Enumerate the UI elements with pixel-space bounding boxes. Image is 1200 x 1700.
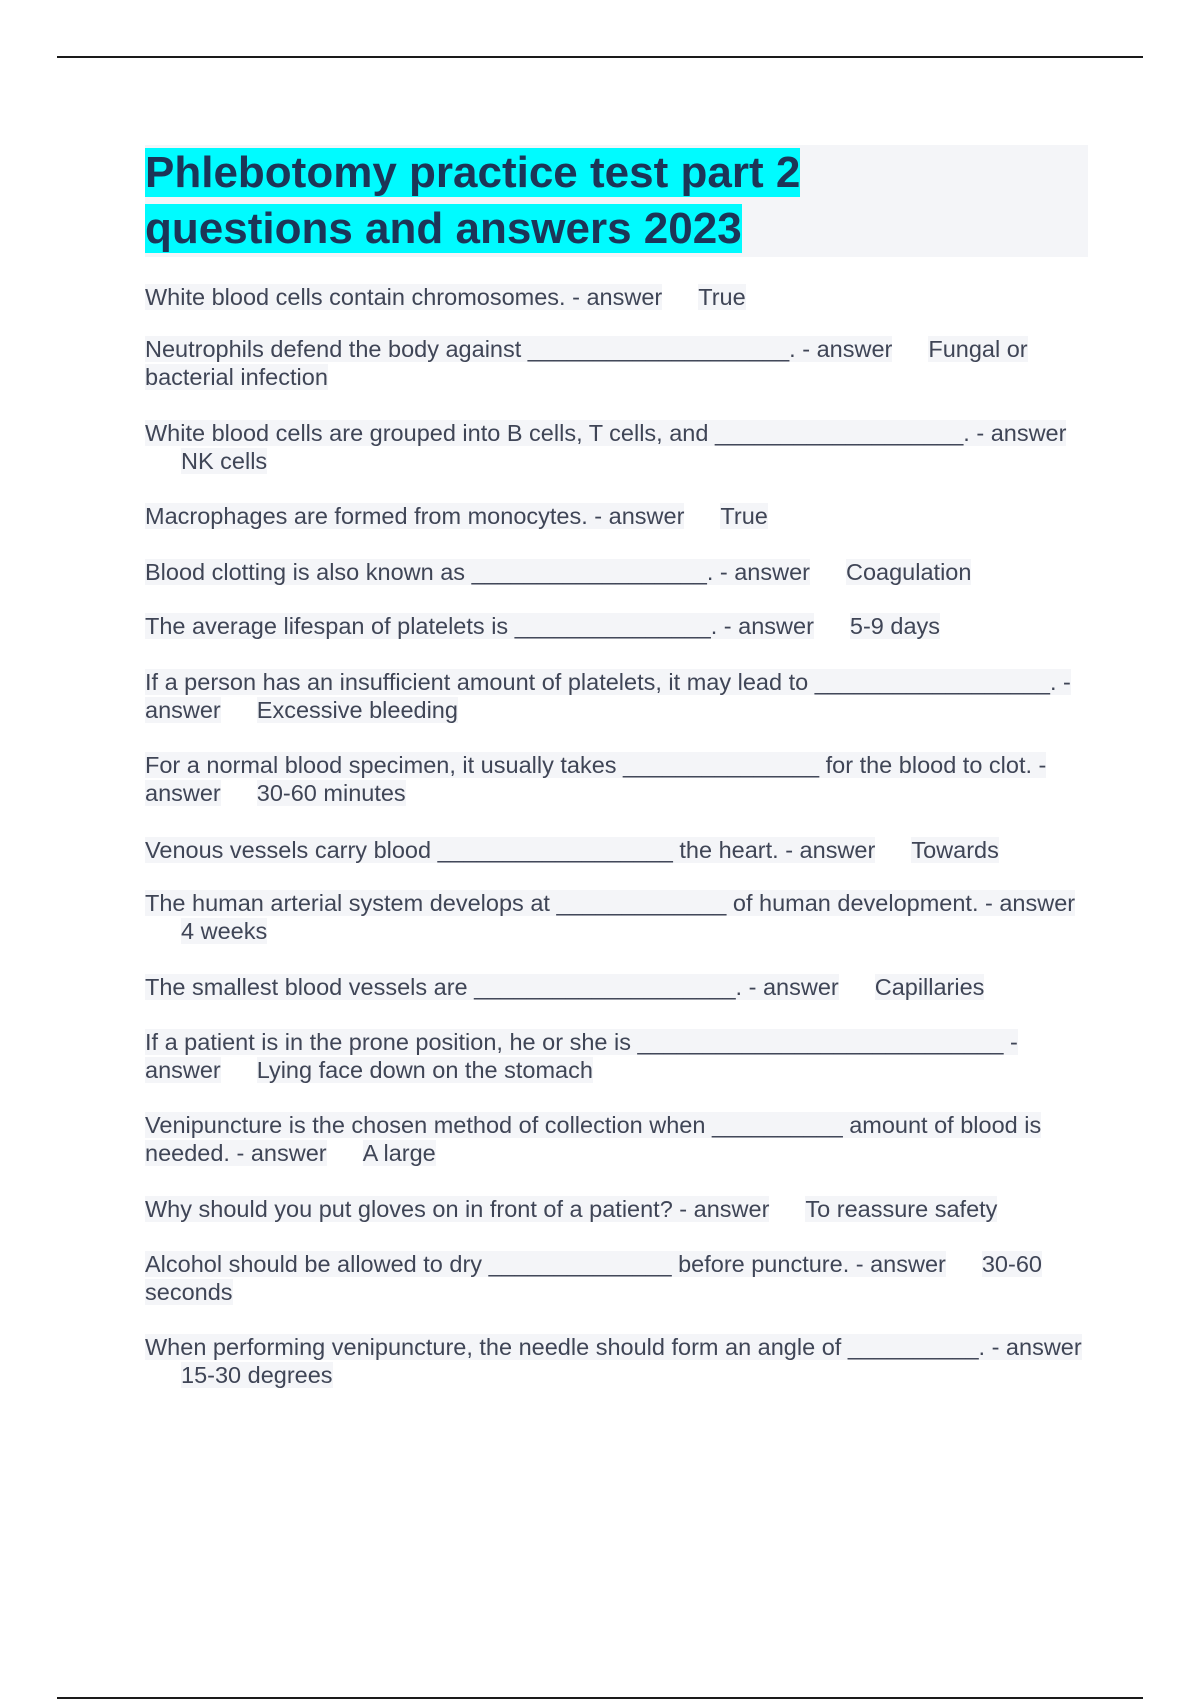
question-text: The average lifespan of platelets is _______________. - answer xyxy=(145,613,814,639)
question-text: The smallest blood vessels are ____________________. - answer xyxy=(145,974,839,1000)
answer-text: To reassure safety xyxy=(805,1196,998,1222)
qa-item xyxy=(145,1195,1085,1223)
qa-item xyxy=(145,889,1085,945)
page-title xyxy=(145,145,1088,257)
answer-text: Coagulation xyxy=(846,559,972,585)
title-line-2: questions and answers 2023 xyxy=(145,204,742,253)
qa-item xyxy=(145,1028,1085,1084)
qa-item xyxy=(145,502,1085,530)
question-text: White blood cells contain chromosomes. - answer xyxy=(145,284,663,310)
question-text: For a normal blood specimen, it usually takes _______________ for the blood to clot. - answer xyxy=(145,752,1047,806)
question-text: If a patient is in the prone position, he or she is ____________________________ - answer xyxy=(145,1029,1018,1083)
answer-text: True xyxy=(698,284,746,310)
qa-item xyxy=(145,283,1085,311)
qa-item xyxy=(145,973,1085,1001)
qa-item xyxy=(145,419,1085,475)
question-text: The human arterial system develops at _____________ of human development. - answer xyxy=(145,890,1076,916)
qa-item xyxy=(145,558,1085,586)
answer-text: 5-9 days xyxy=(849,613,941,639)
footer-rule xyxy=(57,1697,1143,1699)
answer-text: 15-30 degrees xyxy=(181,1362,333,1388)
answer-text: Capillaries xyxy=(874,974,985,1000)
header-rule xyxy=(57,56,1143,58)
answer-text: 4 weeks xyxy=(181,918,268,944)
title-block xyxy=(145,145,1088,257)
qa-item xyxy=(145,668,1085,724)
qa-item xyxy=(145,612,1085,640)
answer-text: Excessive bleeding xyxy=(256,697,458,723)
question-text: Venipuncture is the chosen method of collection when __________ amount of blood is needed. - answer xyxy=(145,1112,1042,1166)
answer-text: NK cells xyxy=(181,448,268,474)
answer-text: 30-60 minutes xyxy=(256,780,406,806)
qa-item xyxy=(145,1111,1085,1167)
answer-text: Fungal or bacterial infection xyxy=(145,336,1028,390)
answer-text: True xyxy=(720,503,768,529)
question-text: Blood clotting is also known as __________________. - answer xyxy=(145,559,810,585)
question-text: Alcohol should be allowed to dry ______________ before puncture. - answer xyxy=(145,1251,946,1277)
qa-item xyxy=(145,1333,1085,1389)
qa-item xyxy=(145,335,1085,391)
answer-text: A large xyxy=(362,1140,436,1166)
qa-item xyxy=(145,751,1085,807)
question-text: Why should you put gloves on in front of a patient? - answer xyxy=(145,1196,770,1222)
title-line-1: Phlebotomy practice test part 2 xyxy=(145,148,801,197)
question-text: Neutrophils defend the body against ____________________. - answer xyxy=(145,336,893,362)
answer-text: 30-60 seconds xyxy=(145,1251,1042,1305)
question-text: When performing venipuncture, the needle should form an angle of __________. - answer xyxy=(145,1334,1082,1360)
answer-text: Towards xyxy=(911,837,999,863)
question-text: White blood cells are grouped into B cells, T cells, and ___________________. - answer xyxy=(145,420,1067,446)
answer-text: Lying face down on the stomach xyxy=(256,1057,593,1083)
qa-item xyxy=(145,1250,1085,1306)
question-text: If a person has an insufficient amount of platelets, it may lead to __________________. - answer xyxy=(145,669,1071,723)
question-text: Venous vessels carry blood __________________ the heart. - answer xyxy=(145,837,876,863)
question-text: Macrophages are formed from monocytes. - answer xyxy=(145,503,685,529)
qa-item xyxy=(145,836,1085,864)
